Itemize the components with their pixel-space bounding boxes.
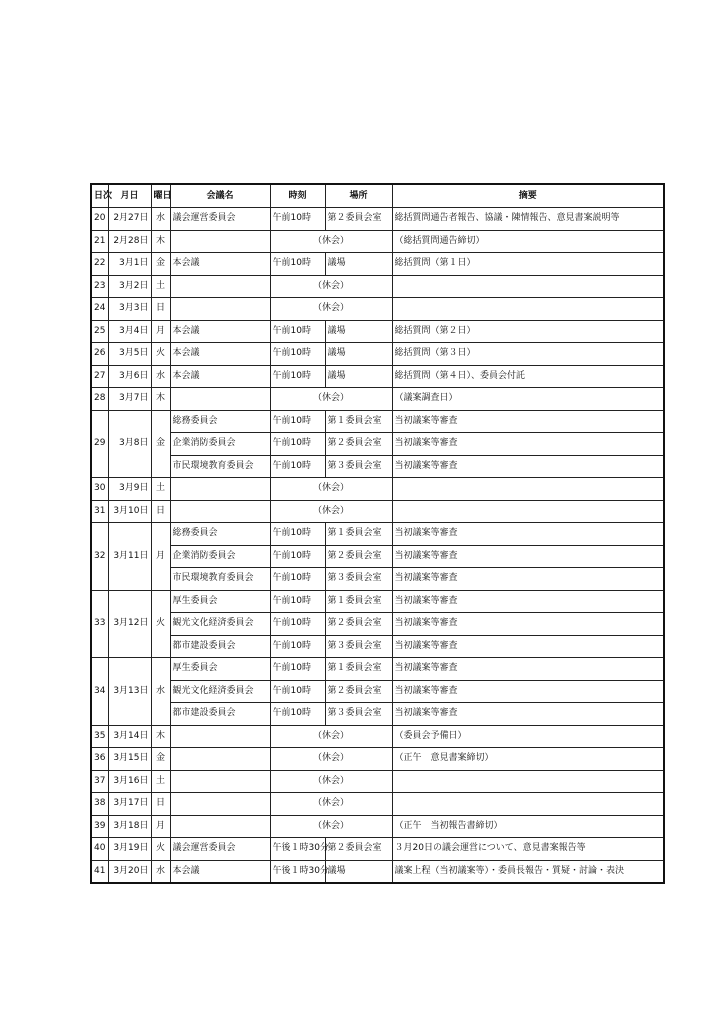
meeting-cell: 企業消防委員会 [170, 433, 270, 456]
weekday-cell: 木 [151, 230, 170, 253]
day-cell: 33 [91, 590, 108, 658]
meeting-cell [170, 815, 270, 838]
meeting-cell [170, 748, 270, 771]
meeting-cell: 総務委員会 [170, 410, 270, 433]
summary-cell [392, 770, 664, 793]
rest-cell: （休会） [270, 748, 392, 771]
place-cell: 第２委員会室 [325, 545, 392, 568]
meeting-cell [170, 793, 270, 816]
weekday-cell: 金 [151, 253, 170, 276]
meeting-cell: 本会議 [170, 860, 270, 883]
day-cell: 26 [91, 343, 108, 366]
table-row [91, 388, 664, 411]
meeting-cell: 市民環境教育委員会 [170, 455, 270, 478]
date-cell: 3月12日 [108, 590, 151, 658]
day-cell: 30 [91, 478, 108, 501]
place-cell: 議場 [325, 320, 392, 343]
meeting-cell [170, 298, 270, 321]
table-row [91, 770, 664, 793]
summary-cell: 当初議案等審査 [392, 680, 664, 703]
table-row [91, 815, 664, 838]
summary-cell: 総括質問（第３日） [392, 343, 664, 366]
meeting-cell: 本会議 [170, 253, 270, 276]
summary-cell: （委員会予備日） [392, 725, 664, 748]
date-cell: 3月11日 [108, 523, 151, 591]
weekday-cell: 月 [151, 523, 170, 591]
table-row [91, 298, 664, 321]
day-cell: 36 [91, 748, 108, 771]
weekday-cell: 日 [151, 298, 170, 321]
place-cell: 第３委員会室 [325, 568, 392, 591]
date-cell: 3月2日 [108, 275, 151, 298]
header-weekday: 曜日 [151, 184, 170, 208]
schedule-table [90, 183, 665, 884]
table-header-row [91, 184, 664, 208]
table-row [91, 433, 664, 456]
time-cell: 午前10時 [270, 410, 325, 433]
weekday-cell: 金 [151, 748, 170, 771]
day-cell: 27 [91, 365, 108, 388]
header-day: 日次 [91, 184, 108, 208]
place-cell: 第３委員会室 [325, 455, 392, 478]
summary-cell: 総括質問（第１日） [392, 253, 664, 276]
summary-cell: 当初議案等審査 [392, 455, 664, 478]
summary-cell [392, 478, 664, 501]
time-cell: 午前10時 [270, 590, 325, 613]
weekday-cell: 木 [151, 725, 170, 748]
meeting-cell [170, 478, 270, 501]
summary-cell: 当初議案等審査 [392, 635, 664, 658]
date-cell: 3月4日 [108, 320, 151, 343]
summary-cell: ３月20日の議会運営について、意見書案報告等 [392, 838, 664, 861]
weekday-cell: 金 [151, 410, 170, 478]
table-row [91, 725, 664, 748]
time-cell: 午前10時 [270, 703, 325, 726]
weekday-cell: 火 [151, 838, 170, 861]
table-row [91, 455, 664, 478]
time-cell: 午前10時 [270, 568, 325, 591]
meeting-cell: 市民環境教育委員会 [170, 568, 270, 591]
meeting-cell: 議会運営委員会 [170, 838, 270, 861]
summary-cell: 当初議案等審査 [392, 568, 664, 591]
summary-cell [392, 793, 664, 816]
place-cell: 第２委員会室 [325, 838, 392, 861]
summary-cell: 総括質問通告者報告、協議・陳情報告、意見書案説明等 [392, 208, 664, 231]
day-cell: 21 [91, 230, 108, 253]
day-cell: 40 [91, 838, 108, 861]
table-row [91, 590, 664, 613]
day-cell: 24 [91, 298, 108, 321]
rest-cell: （休会） [270, 298, 392, 321]
weekday-cell: 月 [151, 815, 170, 838]
table-row [91, 703, 664, 726]
date-cell: 3月16日 [108, 770, 151, 793]
summary-cell: 当初議案等審査 [392, 545, 664, 568]
date-cell: 3月9日 [108, 478, 151, 501]
summary-cell: 当初議案等審査 [392, 613, 664, 636]
meeting-cell: 厚生委員会 [170, 658, 270, 681]
day-cell: 20 [91, 208, 108, 231]
meeting-cell: 都市建設委員会 [170, 635, 270, 658]
summary-cell: （議案調査日） [392, 388, 664, 411]
day-cell: 25 [91, 320, 108, 343]
time-cell: 午前10時 [270, 208, 325, 231]
schedule-body [91, 208, 664, 884]
table-row [91, 343, 664, 366]
day-cell: 37 [91, 770, 108, 793]
table-row [91, 680, 664, 703]
meeting-cell: 本会議 [170, 343, 270, 366]
place-cell: 議場 [325, 860, 392, 883]
rest-cell: （休会） [270, 230, 392, 253]
summary-cell: 総括質問（第２日） [392, 320, 664, 343]
weekday-cell: 水 [151, 365, 170, 388]
date-cell: 3月5日 [108, 343, 151, 366]
meeting-cell: 本会議 [170, 320, 270, 343]
day-cell: 32 [91, 523, 108, 591]
rest-cell: （休会） [270, 770, 392, 793]
weekday-cell: 水 [151, 208, 170, 231]
place-cell: 議場 [325, 343, 392, 366]
day-cell: 23 [91, 275, 108, 298]
weekday-cell: 火 [151, 590, 170, 658]
place-cell: 第２委員会室 [325, 680, 392, 703]
summary-cell: 当初議案等審査 [392, 590, 664, 613]
date-cell: 3月7日 [108, 388, 151, 411]
meeting-cell [170, 230, 270, 253]
weekday-cell: 土 [151, 275, 170, 298]
summary-cell: 当初議案等審査 [392, 523, 664, 546]
time-cell: 午前10時 [270, 635, 325, 658]
rest-cell: （休会） [270, 478, 392, 501]
header-summary: 摘要 [392, 184, 664, 208]
table-row [91, 500, 664, 523]
date-cell: 3月6日 [108, 365, 151, 388]
time-cell: 午後１時30分 [270, 838, 325, 861]
table-row [91, 793, 664, 816]
header-place: 場所 [325, 184, 392, 208]
date-cell: 2月28日 [108, 230, 151, 253]
summary-cell: （正午 当初報告書締切） [392, 815, 664, 838]
time-cell: 午前10時 [270, 545, 325, 568]
table-row [91, 568, 664, 591]
meeting-cell: 厚生委員会 [170, 590, 270, 613]
place-cell: 第３委員会室 [325, 635, 392, 658]
table-row [91, 748, 664, 771]
summary-cell: 当初議案等審査 [392, 703, 664, 726]
table-row [91, 320, 664, 343]
day-cell: 28 [91, 388, 108, 411]
time-cell: 午前10時 [270, 613, 325, 636]
weekday-cell: 日 [151, 793, 170, 816]
summary-cell: （総括質問通告締切） [392, 230, 664, 253]
weekday-cell: 月 [151, 320, 170, 343]
time-cell: 午前10時 [270, 253, 325, 276]
date-cell: 3月17日 [108, 793, 151, 816]
weekday-cell: 火 [151, 343, 170, 366]
date-cell: 2月27日 [108, 208, 151, 231]
date-cell: 3月18日 [108, 815, 151, 838]
weekday-cell: 木 [151, 388, 170, 411]
table-row [91, 275, 664, 298]
table-row [91, 635, 664, 658]
time-cell: 午後１時30分 [270, 860, 325, 883]
summary-cell: 議案上程（当初議案等）・委員長報告・質疑・討論・表決 [392, 860, 664, 883]
time-cell: 午前10時 [270, 455, 325, 478]
place-cell: 議場 [325, 253, 392, 276]
table-row [91, 365, 664, 388]
date-cell: 3月3日 [108, 298, 151, 321]
summary-cell [392, 500, 664, 523]
date-cell: 3月1日 [108, 253, 151, 276]
place-cell: 第３委員会室 [325, 703, 392, 726]
weekday-cell: 水 [151, 658, 170, 726]
day-cell: 39 [91, 815, 108, 838]
summary-cell: 当初議案等審査 [392, 410, 664, 433]
day-cell: 22 [91, 253, 108, 276]
table-row [91, 545, 664, 568]
weekday-cell: 水 [151, 860, 170, 883]
table-row [91, 838, 664, 861]
table-row [91, 478, 664, 501]
place-cell: 第２委員会室 [325, 208, 392, 231]
summary-cell: 当初議案等審査 [392, 658, 664, 681]
place-cell: 第２委員会室 [325, 613, 392, 636]
summary-cell: （正午 意見書案締切） [392, 748, 664, 771]
header-meeting: 会議名 [170, 184, 270, 208]
table-row [91, 613, 664, 636]
meeting-cell: 都市建設委員会 [170, 703, 270, 726]
place-cell: 議場 [325, 365, 392, 388]
date-cell: 3月10日 [108, 500, 151, 523]
weekday-cell: 日 [151, 500, 170, 523]
place-cell: 第１委員会室 [325, 590, 392, 613]
date-cell: 3月15日 [108, 748, 151, 771]
meeting-cell: 企業消防委員会 [170, 545, 270, 568]
date-cell: 3月20日 [108, 860, 151, 883]
date-cell: 3月13日 [108, 658, 151, 726]
rest-cell: （休会） [270, 793, 392, 816]
rest-cell: （休会） [270, 388, 392, 411]
place-cell: 第１委員会室 [325, 658, 392, 681]
day-cell: 34 [91, 658, 108, 726]
meeting-cell [170, 388, 270, 411]
summary-cell [392, 275, 664, 298]
day-cell: 38 [91, 793, 108, 816]
time-cell: 午前10時 [270, 658, 325, 681]
meeting-cell: 観光文化経済委員会 [170, 613, 270, 636]
meeting-cell: 本会議 [170, 365, 270, 388]
time-cell: 午前10時 [270, 320, 325, 343]
rest-cell: （休会） [270, 500, 392, 523]
rest-cell: （休会） [270, 815, 392, 838]
summary-cell: 当初議案等審査 [392, 433, 664, 456]
time-cell: 午前10時 [270, 523, 325, 546]
place-cell: 第１委員会室 [325, 410, 392, 433]
weekday-cell: 土 [151, 478, 170, 501]
time-cell: 午前10時 [270, 343, 325, 366]
summary-cell [392, 298, 664, 321]
rest-cell: （休会） [270, 275, 392, 298]
meeting-cell [170, 275, 270, 298]
date-cell: 3月8日 [108, 410, 151, 478]
summary-cell: 総括質問（第４日）、委員会付託 [392, 365, 664, 388]
table-row [91, 860, 664, 883]
time-cell: 午前10時 [270, 365, 325, 388]
place-cell: 第１委員会室 [325, 523, 392, 546]
table-row [91, 658, 664, 681]
rest-cell: （休会） [270, 725, 392, 748]
meeting-cell: 総務委員会 [170, 523, 270, 546]
time-cell: 午前10時 [270, 680, 325, 703]
day-cell: 29 [91, 410, 108, 478]
weekday-cell: 土 [151, 770, 170, 793]
header-date: 月日 [108, 184, 151, 208]
day-cell: 35 [91, 725, 108, 748]
table-row [91, 523, 664, 546]
meeting-cell: 議会運営委員会 [170, 208, 270, 231]
header-time: 時刻 [270, 184, 325, 208]
date-cell: 3月14日 [108, 725, 151, 748]
table-row [91, 253, 664, 276]
meeting-cell [170, 725, 270, 748]
meeting-cell: 観光文化経済委員会 [170, 680, 270, 703]
meeting-cell [170, 500, 270, 523]
meeting-cell [170, 770, 270, 793]
table-row [91, 230, 664, 253]
day-cell: 41 [91, 860, 108, 883]
date-cell: 3月19日 [108, 838, 151, 861]
table-row [91, 410, 664, 433]
table-row [91, 208, 664, 231]
day-cell: 31 [91, 500, 108, 523]
time-cell: 午前10時 [270, 433, 325, 456]
place-cell: 第２委員会室 [325, 433, 392, 456]
